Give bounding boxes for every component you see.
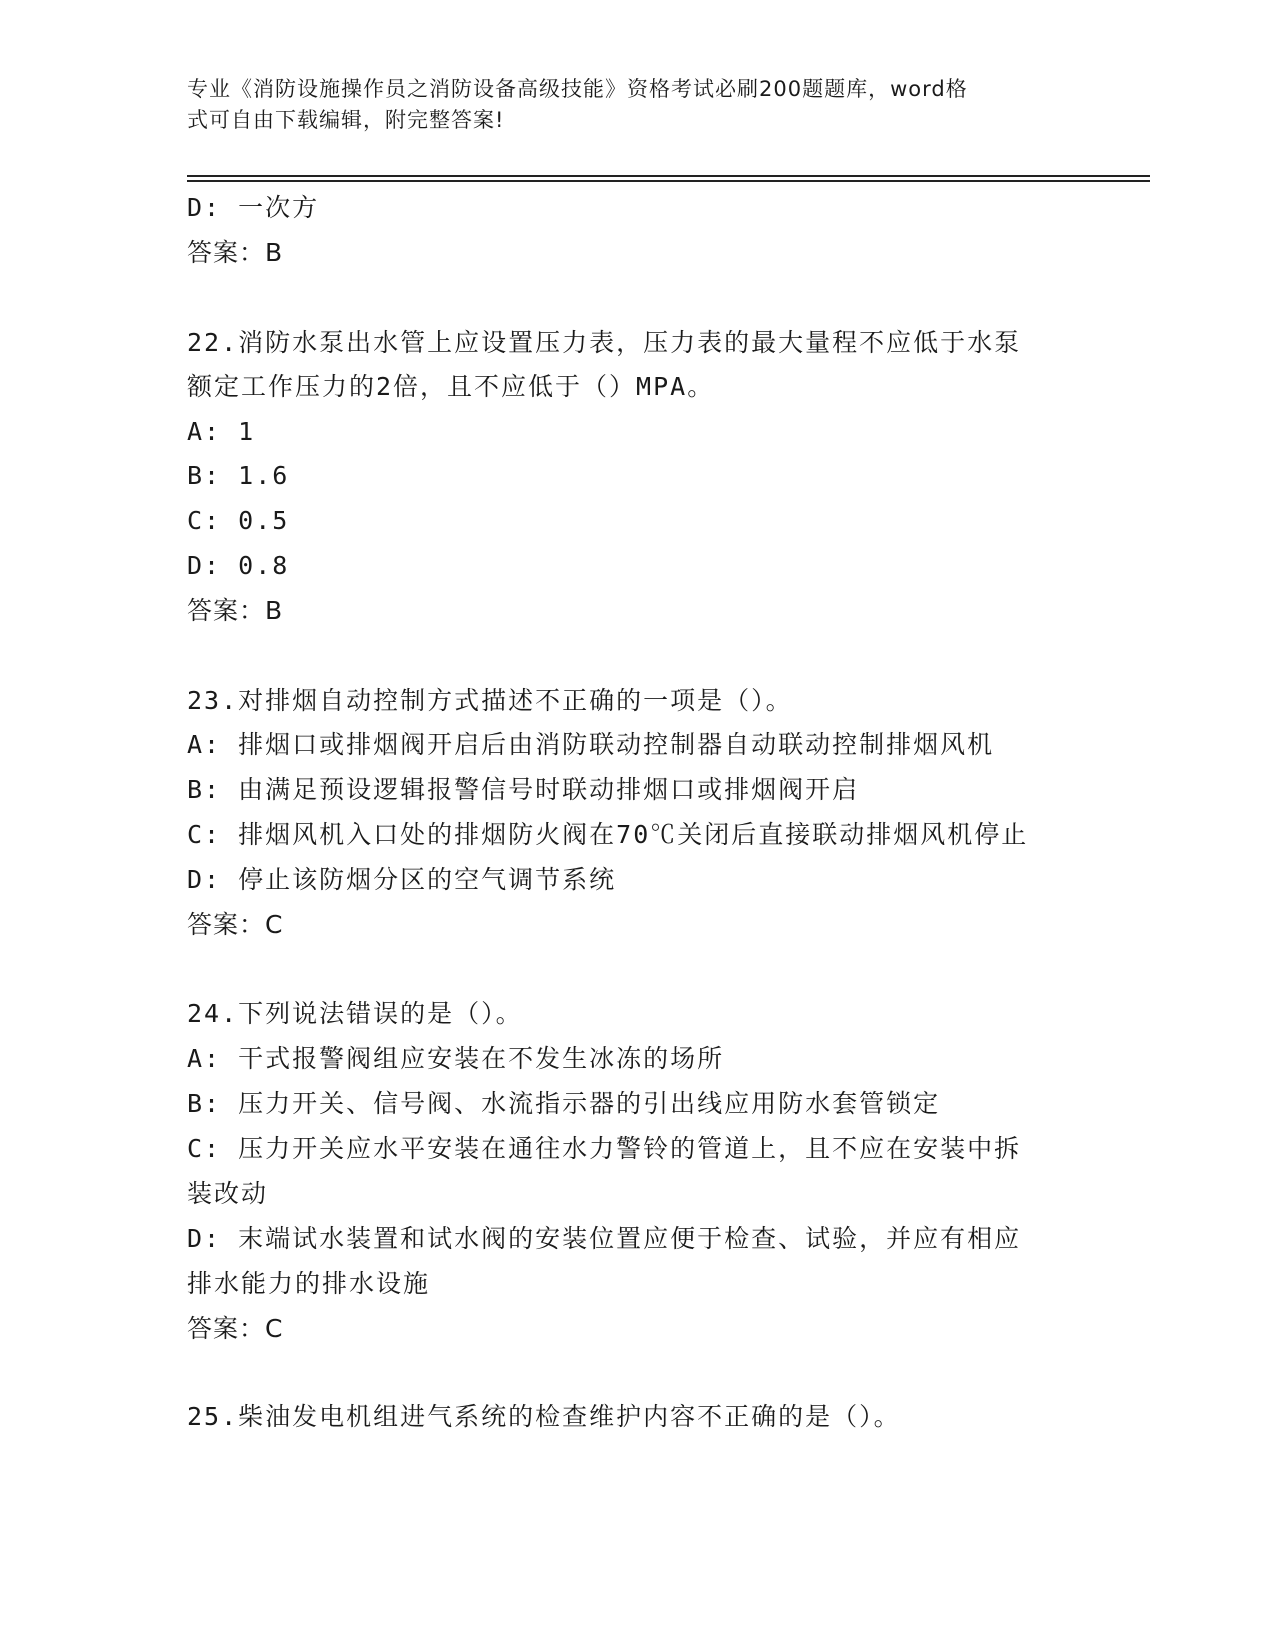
q22-option-d: D: 0.8 bbox=[187, 551, 290, 580]
q22-answer: 答案：B bbox=[187, 596, 284, 625]
prev-option-d: D: 一次方 bbox=[187, 193, 320, 222]
header-divider-bottom bbox=[187, 180, 1150, 182]
q22-stem-line-2: 额定工作压力的2倍，且不应低于（）MPA。 bbox=[187, 372, 715, 401]
q22-option-c: C: 0.5 bbox=[187, 506, 290, 535]
q24-option-d-line-2: 排水能力的排水设施 bbox=[187, 1269, 431, 1298]
q23-option-c: C: 排烟风机入口处的排烟防火阀在70℃关闭后直接联动排烟风机停止 bbox=[187, 820, 1029, 849]
q23-answer: 答案：C bbox=[187, 910, 284, 939]
q24-option-c-line-1: C: 压力开关应水平安装在通往水力警铃的管道上，且不应在安装中拆 bbox=[187, 1134, 1022, 1163]
q24-answer: 答案：C bbox=[187, 1314, 284, 1343]
q23-stem: 23.对排烟自动控制方式描述不正确的一项是（）。 bbox=[187, 686, 793, 715]
header-line-2: 式可自由下载编辑，附完整答案! bbox=[187, 108, 505, 132]
q24-stem: 24.下列说法错误的是（）。 bbox=[187, 999, 523, 1028]
q24-option-b: B: 压力开关、信号阀、水流指示器的引出线应用防水套管锁定 bbox=[187, 1089, 941, 1118]
header-line-1: 专业《消防设施操作员之消防设备高级技能》资格考试必刷200题题库，word格 bbox=[187, 77, 968, 101]
q22-option-a: A: 1 bbox=[187, 417, 256, 446]
q25-stem: 25.柴油发电机组进气系统的检查维护内容不正确的是（）。 bbox=[187, 1402, 901, 1431]
q23-option-b: B: 由满足预设逻辑报警信号时联动排烟口或排烟阀开启 bbox=[187, 775, 860, 804]
q22-stem-line-1: 22.消防水泵出水管上应设置压力表，压力表的最大量程不应低于水泵 bbox=[187, 328, 1022, 357]
q24-option-c-line-2: 装改动 bbox=[187, 1179, 269, 1208]
q23-option-d: D: 停止该防烟分区的空气调节系统 bbox=[187, 865, 617, 894]
q24-option-a: A: 干式报警阀组应安装在不发生冰冻的场所 bbox=[187, 1044, 725, 1073]
q22-option-b: B: 1.6 bbox=[187, 461, 290, 490]
header-divider-top bbox=[187, 175, 1150, 177]
document-header bbox=[187, 74, 1067, 136]
q23-option-a: A: 排烟口或排烟阀开启后由消防联动控制器自动联动控制排烟风机 bbox=[187, 730, 995, 759]
prev-answer: 答案：B bbox=[187, 238, 284, 267]
q24-option-d-line-1: D: 末端试水装置和试水阀的安装位置应便于检查、试验，并应有相应 bbox=[187, 1224, 1022, 1253]
